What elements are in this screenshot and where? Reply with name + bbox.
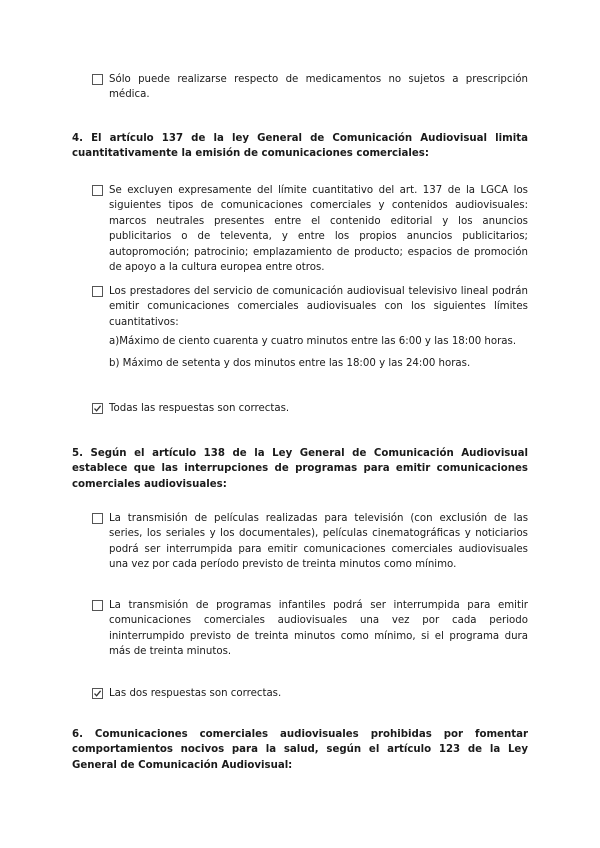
question-6: 6. Comunicaciones comerciales audiovisuales prohibidas por fomentar comportamientos nocivos para la salud, según el artículo 123 de la Ley General de Comunicación Audiovisual: (72, 729, 528, 771)
q5-option-3 (92, 686, 528, 701)
checkbox-icon[interactable] (92, 185, 103, 196)
option-text: Las dos respuestas son correctas. (109, 688, 282, 699)
option-text: Se excluyen expresamente del límite cuantitativo del art. 137 de la LGCA los siguientes tipos de comunicaciones comerciales y contenidos audiovisuales: marcos neutrales presentes entre el contenido editorial y los anuncios publicitarios o de televenta, y entre los propios anuncios publicitarios; autopromoción; patrocinio; emplazamiento de producto; espacios de promoción de apoyo a la cultura europea entre otros. (109, 185, 528, 274)
question-4: 4. El artículo 137 de la ley General de Comunicación Audiovisual limita cuantitativamente la emisión de comunicaciones comerciales: (72, 133, 528, 160)
checkbox-icon[interactable] (92, 600, 103, 611)
q4-subitem-a: a)Máximo de ciento cuarenta y cuatro minutos entre las 6:00 y las 18:00 horas. (109, 336, 517, 347)
q4-option-3 (92, 401, 528, 416)
checkbox-icon[interactable] (92, 74, 103, 85)
option-text: Los prestadores del servicio de comunicación audiovisual televisivo lineal podrán emitir comunicaciones comerciales audiovisuales con los siguientes límites cuantitativos: (109, 286, 528, 328)
q5-option-1 (92, 511, 528, 573)
checkbox-icon[interactable] (92, 513, 103, 524)
q4-option-2 (92, 284, 528, 330)
q4-subitem-b: b) Máximo de setenta y dos minutos entre las 18:00 y las 24:00 horas. (109, 358, 471, 369)
question-5: 5. Según el artículo 138 de la Ley General de Comunicación Audiovisual establece que las interrupciones de programas para emitir comunicaciones comerciales audiovisuales: (72, 448, 528, 490)
checkbox-icon[interactable] (92, 286, 103, 297)
q4-option-1 (92, 183, 528, 275)
q5-option-2 (92, 598, 528, 660)
option-text: Sólo puede realizarse respecto de medicamentos no sujetos a prescripción médica. (109, 74, 528, 101)
checkbox-checked-icon[interactable] (92, 688, 103, 699)
option-text: La transmisión de programas infantiles podrá ser interrumpida para emitir comunicaciones comerciales audiovisuales una vez por cada periodo ininterrumpido previsto de treinta minutos como mínimo, si el programa dura más de treinta minutos. (109, 600, 528, 658)
checkbox-checked-icon[interactable] (92, 403, 103, 414)
option-text: Todas las respuestas son correctas. (109, 403, 290, 414)
option-text: La transmisión de películas realizadas para televisión (con exclusión de las series, los seriales y los documentales), películas cinematográficas y noticiarios podrá ser interrumpida para emitir comunicaciones comerciales audiovisuales una vez por cada período previsto de treinta minutos como mínimo. (109, 513, 528, 571)
q3-option-1 (92, 72, 528, 103)
